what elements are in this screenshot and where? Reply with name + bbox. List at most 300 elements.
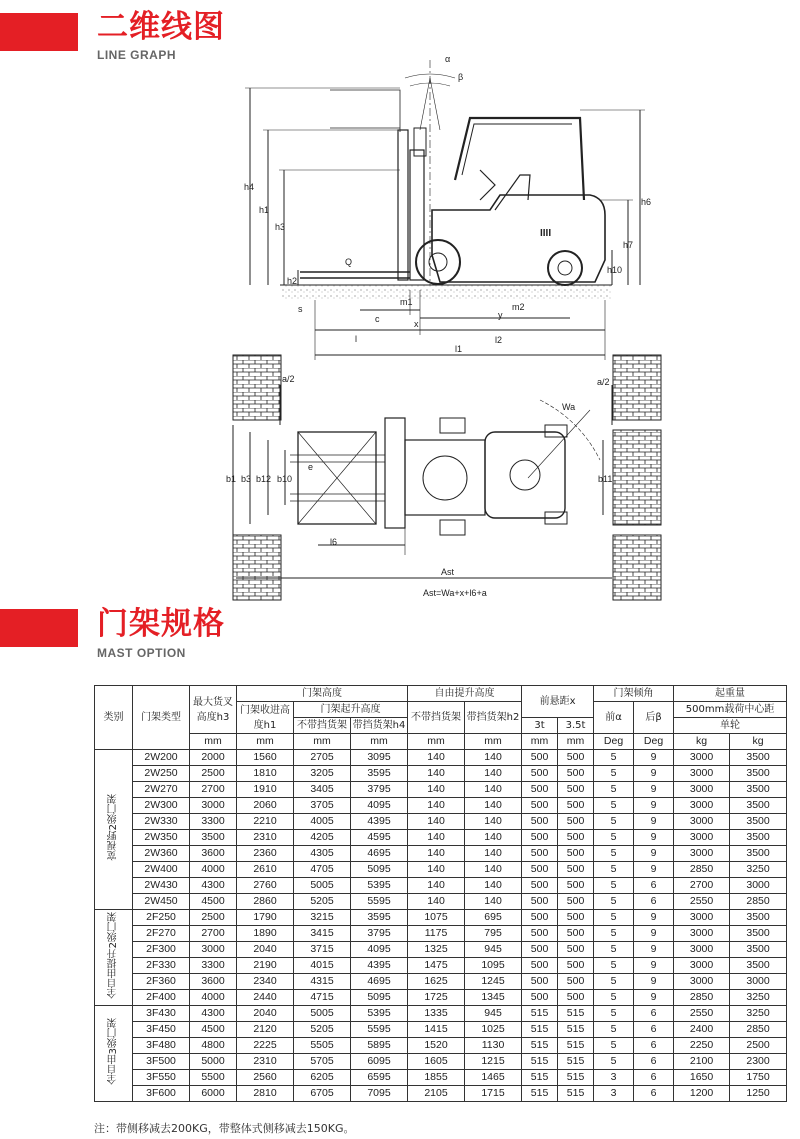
svg-text:Wa: Wa <box>562 402 576 412</box>
header-back-tilt: 后β <box>634 702 674 734</box>
table-cell: 3000 <box>674 814 730 830</box>
table-cell: 5505 <box>294 1038 351 1054</box>
table-cell: 6 <box>634 1022 674 1038</box>
table-cell: 500 <box>558 798 594 814</box>
table-cell: 5 <box>594 750 634 766</box>
table-cell: 5 <box>594 878 634 894</box>
table-cell: 140 <box>408 798 465 814</box>
table-cell: 1335 <box>408 1006 465 1022</box>
table-cell: 5 <box>594 1006 634 1022</box>
table-cell: 4315 <box>294 974 351 990</box>
table-cell: 1560 <box>237 750 294 766</box>
table-cell: 140 <box>408 878 465 894</box>
table-cell: 3F450 <box>133 1022 190 1038</box>
table-cell: 2250 <box>674 1038 730 1054</box>
table-cell: 5705 <box>294 1054 351 1070</box>
table-cell: 4695 <box>351 974 408 990</box>
table-cell: 2W450 <box>133 894 190 910</box>
category-cell: 全自由提升2级门架 <box>95 910 133 1006</box>
table-cell: 3600 <box>190 846 237 862</box>
section-accent-bar <box>0 609 78 647</box>
table-cell: 5895 <box>351 1038 408 1054</box>
table-cell: 6595 <box>351 1070 408 1086</box>
table-row <box>95 782 787 798</box>
table-cell: 4000 <box>190 862 237 878</box>
header-mast-height: 门架高度 <box>237 686 408 702</box>
table-cell: 5 <box>594 766 634 782</box>
table-cell: 9 <box>634 782 674 798</box>
table-cell: 2500 <box>190 766 237 782</box>
table-cell: 4305 <box>294 846 351 862</box>
table-cell: 2760 <box>237 878 294 894</box>
table-cell: 2040 <box>237 1006 294 1022</box>
table-cell: 3000 <box>730 974 787 990</box>
table-cell: 3500 <box>730 958 787 974</box>
table-cell: 3000 <box>674 750 730 766</box>
table-cell: 500 <box>558 894 594 910</box>
table-cell: 4500 <box>190 894 237 910</box>
header-max-fork-height: 最大货叉高度h3 <box>190 686 237 734</box>
table-cell: 2W330 <box>133 814 190 830</box>
table-cell: 1855 <box>408 1070 465 1086</box>
table-cell: 2700 <box>190 782 237 798</box>
table-cell: 515 <box>522 1006 558 1022</box>
table-cell: 500 <box>558 814 594 830</box>
table-cell: 3215 <box>294 910 351 926</box>
section-title-line-graph: 二维线图 <box>97 9 225 45</box>
table-cell: 3F550 <box>133 1070 190 1086</box>
svg-text:l1: l1 <box>455 344 463 354</box>
table-cell: 500 <box>522 958 558 974</box>
table-cell: 9 <box>634 942 674 958</box>
table-cell: 3F500 <box>133 1054 190 1070</box>
table-cell: 2105 <box>408 1086 465 1102</box>
table-cell: 140 <box>465 862 522 878</box>
table-cell: 140 <box>465 894 522 910</box>
table-row <box>95 974 787 990</box>
table-cell: 3500 <box>730 750 787 766</box>
table-row <box>95 990 787 1006</box>
table-cell: 5095 <box>351 990 408 1006</box>
table-row <box>95 878 787 894</box>
table-row <box>95 926 787 942</box>
table-cell: 2040 <box>237 942 294 958</box>
table-cell: 4000 <box>190 990 237 1006</box>
svg-text:b12: b12 <box>256 474 272 484</box>
table-cell: 3 <box>594 1086 634 1102</box>
table-cell: 6205 <box>294 1070 351 1086</box>
table-cell: 9 <box>634 958 674 974</box>
table-row <box>95 910 787 926</box>
table-cell: 2F270 <box>133 926 190 942</box>
header-free-lift: 自由提升高度 <box>408 686 522 702</box>
table-row <box>95 942 787 958</box>
table-cell: 500 <box>558 974 594 990</box>
table-cell: 500 <box>522 798 558 814</box>
svg-text:b11: b11 <box>598 474 613 484</box>
table-cell: 500 <box>558 750 594 766</box>
table-cell: 1175 <box>408 926 465 942</box>
table-cell: 500 <box>522 990 558 1006</box>
header-mast-extended: 门架起升高度 <box>294 702 408 718</box>
table-cell: 2F330 <box>133 958 190 974</box>
table-cell: 3795 <box>351 926 408 942</box>
table-cell: 2610 <box>237 862 294 878</box>
svg-text:s: s <box>298 304 303 314</box>
table-cell: 3500 <box>730 926 787 942</box>
table-cell: 1095 <box>465 958 522 974</box>
table-cell: 500 <box>558 862 594 878</box>
table-cell: 6095 <box>351 1054 408 1070</box>
table-cell: 3F430 <box>133 1006 190 1022</box>
table-cell: 140 <box>408 862 465 878</box>
table-body <box>95 750 787 1102</box>
table-cell: 9 <box>634 814 674 830</box>
table-cell: 4800 <box>190 1038 237 1054</box>
table-cell: 5 <box>594 1054 634 1070</box>
table-cell: 4005 <box>294 814 351 830</box>
table-cell: 1475 <box>408 958 465 974</box>
table-cell: 515 <box>558 1006 594 1022</box>
table-cell: 9 <box>634 830 674 846</box>
header-mast-retracted: 门架收进高度h1 <box>237 702 294 734</box>
table-cell: 4705 <box>294 862 351 878</box>
table-cell: 1750 <box>730 1070 787 1086</box>
table-cell: 6 <box>634 894 674 910</box>
table-cell: 500 <box>522 910 558 926</box>
table-cell: 515 <box>558 1022 594 1038</box>
svg-text:m1: m1 <box>400 297 413 307</box>
table-cell: 1715 <box>465 1086 522 1102</box>
table-cell: 500 <box>522 830 558 846</box>
table-cell: 515 <box>522 1022 558 1038</box>
table-cell: 1215 <box>465 1054 522 1070</box>
table-cell: 5 <box>594 1022 634 1038</box>
table-cell: 1725 <box>408 990 465 1006</box>
table-row <box>95 958 787 974</box>
table-cell: 945 <box>465 1006 522 1022</box>
table-cell: 2700 <box>190 926 237 942</box>
svg-text:b10: b10 <box>277 474 293 484</box>
svg-text:x: x <box>414 319 419 329</box>
table-cell: 3715 <box>294 942 351 958</box>
table-cell: 515 <box>522 1054 558 1070</box>
table-cell: 2W300 <box>133 798 190 814</box>
table-cell: 5 <box>594 958 634 974</box>
unit-cell: mm <box>408 734 465 750</box>
table-cell: 2190 <box>237 958 294 974</box>
table-cell: 3000 <box>190 942 237 958</box>
table-cell: 3500 <box>730 798 787 814</box>
table-cell: 5595 <box>351 1022 408 1038</box>
table-cell: 5 <box>594 830 634 846</box>
table-row <box>95 1086 787 1102</box>
table-cell: 2F360 <box>133 974 190 990</box>
table-cell: 3 <box>594 1070 634 1086</box>
table-cell: 3500 <box>730 910 787 926</box>
table-cell: 500 <box>558 782 594 798</box>
table-cell: 1465 <box>465 1070 522 1086</box>
table-cell: 795 <box>465 926 522 942</box>
table-cell: 5000 <box>190 1054 237 1070</box>
table-cell: 5205 <box>294 894 351 910</box>
table-cell: 5 <box>594 798 634 814</box>
svg-text:e: e <box>308 462 314 472</box>
table-cell: 3500 <box>730 830 787 846</box>
table-cell: 4595 <box>351 830 408 846</box>
table-cell: 1250 <box>730 1086 787 1102</box>
table-cell: 500 <box>558 846 594 862</box>
table-cell: 500 <box>522 942 558 958</box>
table-cell: 2W360 <box>133 846 190 862</box>
category-cell: 宽视野2级门架 <box>95 750 133 910</box>
table-cell: 6000 <box>190 1086 237 1102</box>
svg-text:l2: l2 <box>495 335 503 345</box>
table-cell: 2500 <box>730 1038 787 1054</box>
table-cell: 2060 <box>237 798 294 814</box>
table-row <box>95 1070 787 1086</box>
footnote: 注：带侧移减去200KG，带整体式侧移减去150KG。 <box>94 1122 355 1135</box>
table-cell: 3415 <box>294 926 351 942</box>
table-cell: 3000 <box>674 942 730 958</box>
table-cell: 2340 <box>237 974 294 990</box>
table-cell: 3300 <box>190 814 237 830</box>
table-cell: 2860 <box>237 894 294 910</box>
table-cell: 500 <box>522 878 558 894</box>
svg-text:Ast: Ast <box>441 567 455 577</box>
table-cell: 2500 <box>190 910 237 926</box>
table-cell: 5095 <box>351 862 408 878</box>
table-cell: 5 <box>594 846 634 862</box>
svg-text:Ast=Wa+x+l6+a: Ast=Wa+x+l6+a <box>423 588 487 598</box>
table-cell: 6 <box>634 1086 674 1102</box>
table-cell: 9 <box>634 750 674 766</box>
table-cell: 500 <box>522 846 558 862</box>
unit-cell: mm <box>190 734 237 750</box>
svg-text:a/2: a/2 <box>597 377 610 387</box>
table-cell: 500 <box>522 782 558 798</box>
table-cell: 3795 <box>351 782 408 798</box>
table-cell: 500 <box>558 958 594 974</box>
table-cell: 9 <box>634 974 674 990</box>
table-cell: 2310 <box>237 1054 294 1070</box>
table-cell: 140 <box>408 814 465 830</box>
table-cell: 515 <box>522 1038 558 1054</box>
table-cell: 4500 <box>190 1022 237 1038</box>
table-cell: 500 <box>558 990 594 1006</box>
table-cell: 3000 <box>674 910 730 926</box>
section-subtitle-mast-option: MAST OPTION <box>97 646 186 660</box>
table-cell: 140 <box>465 878 522 894</box>
table-cell: 6 <box>634 1038 674 1054</box>
table-cell: 9 <box>634 990 674 1006</box>
table-cell: 5 <box>594 814 634 830</box>
table-row <box>95 1006 787 1022</box>
table-cell: 3600 <box>190 974 237 990</box>
table-cell: 3000 <box>674 958 730 974</box>
header-fl-no-backrest: 不带挡货架 <box>408 702 465 734</box>
table-cell: 5 <box>594 910 634 926</box>
table-cell: 2100 <box>674 1054 730 1070</box>
header-tilt: 门架倾角 <box>594 686 674 702</box>
header-single-wheel: 单轮 <box>674 718 787 734</box>
table-cell: 3F600 <box>133 1086 190 1102</box>
section-subtitle-line-graph: LINE GRAPH <box>97 48 177 62</box>
table-cell: 3250 <box>730 862 787 878</box>
table-cell: 3095 <box>351 750 408 766</box>
table-cell: 9 <box>634 862 674 878</box>
header-category: 类别 <box>95 686 133 750</box>
table-cell: 500 <box>522 750 558 766</box>
table-cell: 6705 <box>294 1086 351 1102</box>
svg-text:y: y <box>498 310 503 320</box>
category-cell: 全自由3级门架 <box>95 1006 133 1102</box>
table-cell: 515 <box>522 1070 558 1086</box>
table-cell: 2850 <box>674 990 730 1006</box>
table-cell: 2550 <box>674 1006 730 1022</box>
unit-cell: mm <box>465 734 522 750</box>
table-cell: 140 <box>465 782 522 798</box>
table-cell: 140 <box>408 750 465 766</box>
svg-text:l6: l6 <box>330 537 338 547</box>
table-cell: 5005 <box>294 1006 351 1022</box>
table-cell: 1415 <box>408 1022 465 1038</box>
table-cell: 140 <box>465 750 522 766</box>
table-row <box>95 894 787 910</box>
table-cell: 140 <box>465 798 522 814</box>
table-cell: 1890 <box>237 926 294 942</box>
table-cell: 4715 <box>294 990 351 1006</box>
table-cell: 2550 <box>674 894 730 910</box>
table-cell: 2810 <box>237 1086 294 1102</box>
table-cell: 515 <box>558 1070 594 1086</box>
table-cell: 140 <box>408 830 465 846</box>
table-cell: 3500 <box>730 942 787 958</box>
unit-cell: mm <box>522 734 558 750</box>
table-cell: 695 <box>465 910 522 926</box>
table-cell: 9 <box>634 910 674 926</box>
table-cell: 3000 <box>674 766 730 782</box>
table-cell: 9 <box>634 766 674 782</box>
table-cell: 515 <box>558 1086 594 1102</box>
header-mast-type: 门架类型 <box>133 686 190 750</box>
table-cell: 1790 <box>237 910 294 926</box>
table-cell: 5 <box>594 974 634 990</box>
unit-cell: mm <box>351 734 408 750</box>
table-cell: 3F480 <box>133 1038 190 1054</box>
table-cell: 3595 <box>351 910 408 926</box>
table-cell: 1130 <box>465 1038 522 1054</box>
table-row <box>95 814 787 830</box>
table-cell: 2120 <box>237 1022 294 1038</box>
table-cell: 500 <box>558 942 594 958</box>
table-cell: 3000 <box>674 926 730 942</box>
table-cell: 500 <box>558 878 594 894</box>
table-cell: 500 <box>522 766 558 782</box>
table-cell: 3000 <box>674 782 730 798</box>
table-cell: 2F300 <box>133 942 190 958</box>
table-cell: 140 <box>465 814 522 830</box>
table-cell: 945 <box>465 942 522 958</box>
table-cell: 1650 <box>674 1070 730 1086</box>
table-cell: 5500 <box>190 1070 237 1086</box>
svg-text:α: α <box>445 54 451 64</box>
svg-text:Q: Q <box>345 257 353 267</box>
svg-text:a/2: a/2 <box>282 374 295 384</box>
table-cell: 4205 <box>294 830 351 846</box>
table-cell: 500 <box>522 974 558 990</box>
table-cell: 4300 <box>190 1006 237 1022</box>
header-front-tilt: 前α <box>594 702 634 734</box>
table-cell: 3300 <box>190 958 237 974</box>
table-cell: 140 <box>408 846 465 862</box>
table-cell: 5395 <box>351 878 408 894</box>
table-cell: 5 <box>594 1038 634 1054</box>
table-cell: 3000 <box>730 878 787 894</box>
table-cell: 3500 <box>190 830 237 846</box>
table-cell: 5 <box>594 990 634 1006</box>
table-cell: 9 <box>634 846 674 862</box>
table-cell: 5395 <box>351 1006 408 1022</box>
svg-text:c: c <box>375 314 380 324</box>
table-cell: 140 <box>465 766 522 782</box>
unit-cell: mm <box>237 734 294 750</box>
table-cell: 140 <box>465 846 522 862</box>
table-cell: 500 <box>522 814 558 830</box>
unit-cell: mm <box>294 734 351 750</box>
table-cell: 5 <box>594 942 634 958</box>
table-cell: 3000 <box>674 830 730 846</box>
table-cell: 1625 <box>408 974 465 990</box>
table-row <box>95 798 787 814</box>
table-cell: 1325 <box>408 942 465 958</box>
table-cell: 1245 <box>465 974 522 990</box>
table-cell: 4095 <box>351 942 408 958</box>
table-cell: 2440 <box>237 990 294 1006</box>
table-cell: 500 <box>558 830 594 846</box>
table-cell: 500 <box>558 910 594 926</box>
table-cell: 500 <box>522 894 558 910</box>
table-cell: 3000 <box>674 798 730 814</box>
svg-text:h4: h4 <box>244 182 255 192</box>
table-row <box>95 750 787 766</box>
table-cell: 7095 <box>351 1086 408 1102</box>
table-cell: 2360 <box>237 846 294 862</box>
mast-spec-table <box>94 685 787 1102</box>
table-cell: 2F250 <box>133 910 190 926</box>
table-cell: 3500 <box>730 846 787 862</box>
table-cell: 500 <box>522 926 558 942</box>
table-cell: 1520 <box>408 1038 465 1054</box>
svg-text:b3: b3 <box>241 474 252 484</box>
svg-text:h6: h6 <box>641 197 652 207</box>
header-fl-with-backrest: 带挡货架h2 <box>465 702 522 734</box>
table-cell: 140 <box>408 766 465 782</box>
units-row <box>95 734 787 750</box>
table-cell: 1025 <box>465 1022 522 1038</box>
table-row <box>95 862 787 878</box>
section-title-mast-option: 门架规格 <box>97 606 225 642</box>
table-cell: 500 <box>558 926 594 942</box>
table-cell: 2850 <box>730 894 787 910</box>
unit-cell: Deg <box>594 734 634 750</box>
table-cell: 2400 <box>674 1022 730 1038</box>
table-cell: 2W270 <box>133 782 190 798</box>
svg-text:m2: m2 <box>512 302 525 312</box>
table-cell: 4095 <box>351 798 408 814</box>
table-cell: 3000 <box>674 974 730 990</box>
unit-cell: Deg <box>634 734 674 750</box>
